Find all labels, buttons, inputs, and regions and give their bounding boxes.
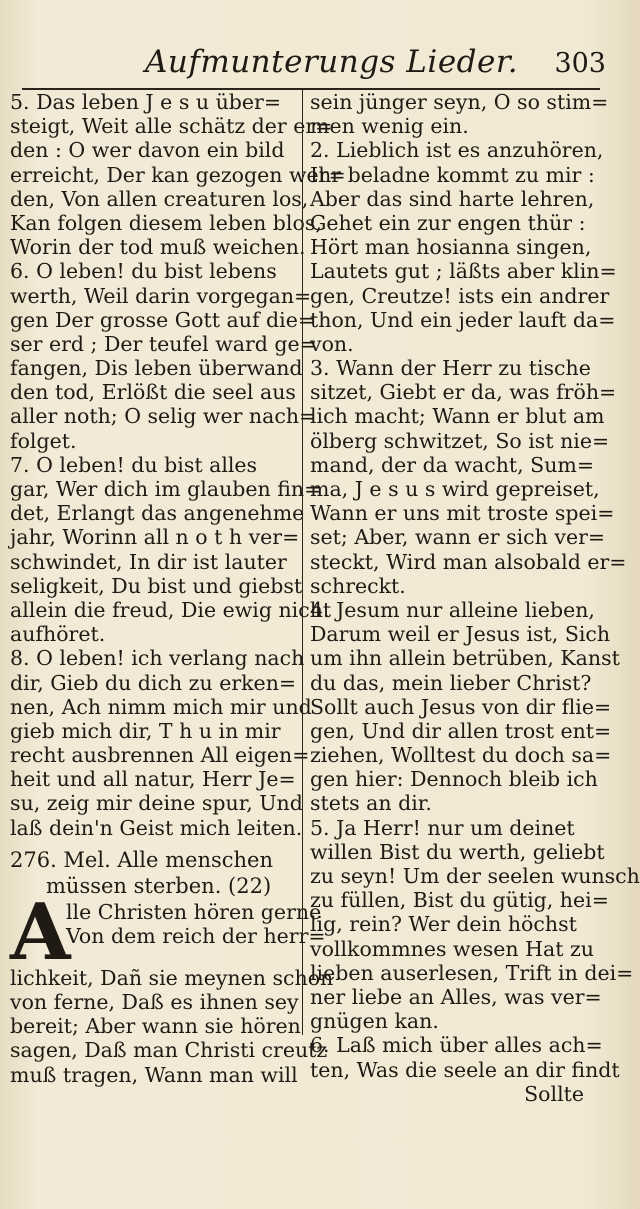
text-line: dir, Gieb du dich zu erken= bbox=[10, 670, 297, 695]
text-line: den : O wer davon ein bild bbox=[10, 138, 285, 163]
text-line: 3. Wann der Herr zu tische bbox=[310, 356, 591, 381]
text-line: schwindet, In dir ist lauter bbox=[10, 549, 287, 574]
right-column bbox=[310, 90, 640, 1200]
text-line: Worin der tod muß weichen. bbox=[10, 235, 306, 260]
text-line: Hört man hosianna singen, bbox=[310, 235, 592, 260]
catchword: Sollte bbox=[524, 1081, 584, 1106]
text-line: gieb mich dir, T h u in mir bbox=[10, 718, 281, 743]
text-line: Darum weil er Jesus ist, Sich bbox=[310, 622, 611, 647]
text-line: fangen, Dis leben überwand bbox=[10, 356, 303, 381]
text-line: su, zeig mir deine spur, Und bbox=[10, 791, 303, 816]
text-line: ma, J e s u s wird gepreiset, bbox=[310, 477, 600, 501]
hymn-second-line: Von dem reich der herr= bbox=[66, 924, 326, 948]
text-line: laß dein'n Geist mich leiten. bbox=[10, 815, 303, 840]
text-line: Kan folgen diesem leben blos, bbox=[10, 210, 322, 235]
hymn-line: bereit; Aber wann sie hören bbox=[10, 1014, 301, 1039]
left-text-block bbox=[10, 90, 346, 840]
hymn-line: lichkeit, Dañ sie meynen schon bbox=[10, 965, 334, 990]
text-line: ten, Was die seele an dir findt bbox=[310, 1057, 620, 1082]
text-line: nen, Ach nimm mich mir und bbox=[10, 694, 312, 719]
hymn-line: sagen, Daß man Christi creutz bbox=[10, 1038, 328, 1063]
text-line: 5. Das leben J e s u über= bbox=[10, 90, 282, 114]
text-line: ner liebe an Alles, was ver= bbox=[310, 984, 602, 1009]
column-divider bbox=[302, 90, 303, 1035]
text-line: 6. O leben! du bist lebens bbox=[10, 259, 277, 284]
text-line: Sollt auch Jesus von dir flie= bbox=[310, 694, 612, 719]
left-column bbox=[10, 90, 346, 1180]
hymn-line: von ferne, Daß es ihnen sey bbox=[10, 990, 299, 1014]
hymn-melody: müssen sterben. (22) bbox=[46, 873, 272, 898]
text-line: men wenig ein. bbox=[310, 114, 469, 139]
text-line: sein jünger seyn, O so stim= bbox=[310, 90, 609, 114]
text-line: lig, rein? Wer dein höchst bbox=[310, 912, 577, 937]
text-line: stets an dir. bbox=[310, 791, 432, 816]
text-line: gen hier: Dennoch bleib ich bbox=[310, 767, 598, 792]
text-line: gen Der grosse Gott auf die= bbox=[10, 307, 316, 332]
hymn-276 bbox=[10, 847, 334, 1087]
text-line: aufhöret. bbox=[10, 622, 106, 647]
text-line: von. bbox=[310, 331, 354, 356]
text-line: det, Erlangt das angenehme bbox=[10, 501, 305, 526]
text-line: 5. Ja Herr! nur um deinet bbox=[310, 815, 575, 840]
text-line: 8. O leben! ich verlang nach bbox=[10, 646, 305, 671]
right-text-block bbox=[310, 90, 640, 1082]
hymn-heading: 276. Mel. Alle menschen bbox=[10, 847, 274, 872]
text-line: jahr, Worinn all n o t h ver= bbox=[10, 525, 300, 550]
text-line: zu seyn! Um der seelen wunsch bbox=[310, 864, 640, 888]
text-line: Wann er uns mit troste spei= bbox=[310, 501, 615, 526]
text-line: ser erd ; Der teufel ward ge= bbox=[10, 331, 317, 356]
text-line: schreckt. bbox=[310, 573, 406, 598]
text-line: steckt, Wird man alsobald er= bbox=[310, 549, 627, 574]
text-line: 7. O leben! du bist alles bbox=[10, 452, 258, 477]
text-line: sitzet, Giebt er da, was fröh= bbox=[310, 380, 617, 405]
text-line: werth, Weil darin vorgegan= bbox=[10, 283, 312, 308]
text-line: lich macht; Wann er blut am bbox=[310, 404, 605, 429]
text-line: 4. Jesum nur alleine lieben, bbox=[310, 597, 595, 622]
text-line: steigt, Weit alle schätz der er= bbox=[10, 114, 333, 139]
text-line: zu füllen, Bist du gütig, hei= bbox=[310, 888, 609, 913]
text-line: mand, der da wacht, Sum= bbox=[310, 452, 595, 477]
text-line: thon, Und ein jeder lauft da= bbox=[310, 307, 616, 332]
text-line: ziehen, Wolltest du doch sa= bbox=[310, 743, 612, 768]
page-number: 303 bbox=[554, 48, 606, 79]
text-line: willen Bist du werth, geliebt bbox=[310, 839, 605, 864]
text-line: gen, Creutze! ists ein andrer bbox=[310, 283, 610, 308]
text-line: den, Von allen creaturen los, bbox=[10, 186, 309, 211]
hymn-first-line: lle Christen hören gerne bbox=[66, 899, 322, 924]
text-line: Ihr beladne kommt zu mir : bbox=[310, 162, 595, 187]
text-line: folget. bbox=[10, 428, 77, 453]
text-line: lieben auserlesen, Trift in dei= bbox=[310, 960, 634, 985]
text-line: recht ausbrennen All eigen= bbox=[10, 743, 310, 768]
hymn-text-block bbox=[10, 965, 334, 1087]
hymn-line: muß tragen, Wann man will bbox=[10, 1062, 298, 1087]
text-line: Aber das sind harte lehren, bbox=[310, 186, 595, 211]
text-line: gnügen kan. bbox=[310, 1009, 439, 1034]
text-line: Lautets gut ; läßts aber klin= bbox=[310, 259, 617, 284]
text-line: den tod, Erlößt die seel aus bbox=[10, 380, 296, 405]
text-line: um ihn allein betrüben, Kanst bbox=[310, 646, 620, 671]
running-title: Aufmunterungs Lieder. bbox=[145, 44, 519, 80]
text-line: ölberg schwitzet, So ist nie= bbox=[310, 428, 610, 453]
text-line: Gehet ein zur engen thür : bbox=[310, 210, 586, 235]
text-line: 6. Laß mich über alles ach= bbox=[310, 1033, 603, 1058]
text-line: seligkeit, Du bist und giebst bbox=[10, 573, 303, 598]
text-line: set; Aber, wann er sich ver= bbox=[310, 525, 606, 550]
text-line: du das, mein lieber Christ? bbox=[310, 670, 592, 695]
text-line: aller noth; O selig wer nach= bbox=[10, 404, 317, 429]
text-line: 2. Lieblich ist es anzuhören, bbox=[310, 138, 604, 163]
text-line: heit und all natur, Herr Je= bbox=[10, 767, 296, 792]
text-line: allein die freud, Die ewig nicht bbox=[10, 597, 332, 622]
text-line: gen, Und dir allen trost ent= bbox=[310, 718, 612, 743]
drop-cap: A bbox=[10, 886, 71, 978]
text-line: gar, Wer dich im glauben fin= bbox=[10, 477, 322, 501]
text-line: erreicht, Der kan gezogen wer= bbox=[10, 162, 346, 187]
text-line: vollkommnes wesen Hat zu bbox=[310, 936, 594, 961]
page-header bbox=[20, 44, 630, 94]
